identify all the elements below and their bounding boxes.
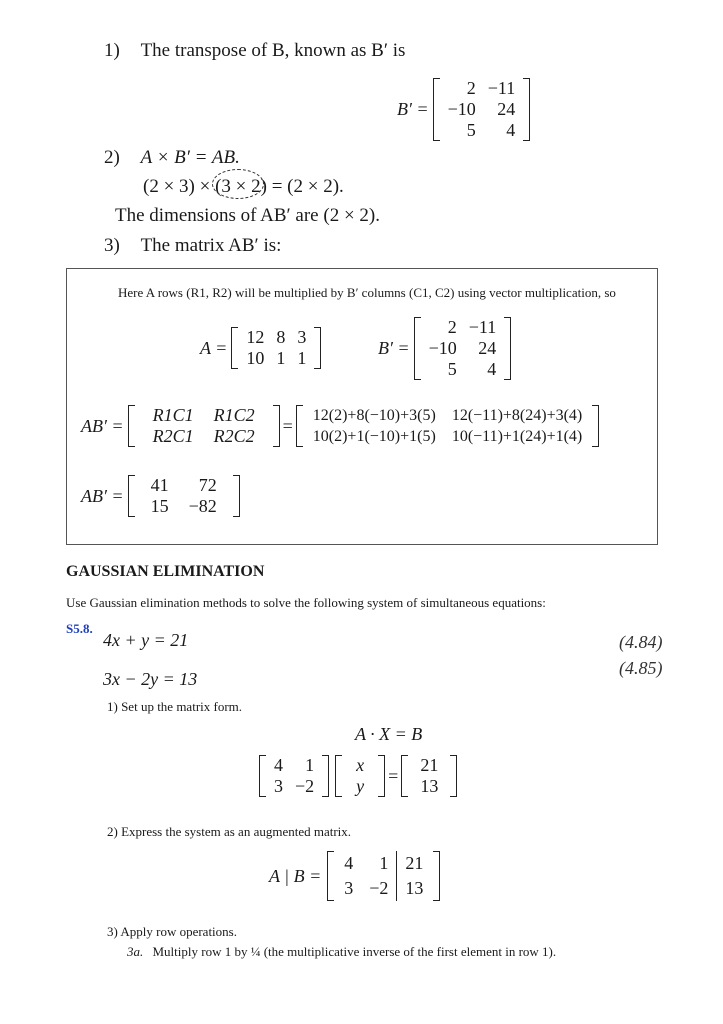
section-heading: GAUSSIAN ELIMINATION: [66, 563, 265, 580]
right-bracket: [523, 78, 530, 141]
result-label: AB′ =: [81, 485, 124, 506]
equals-sign: =: [388, 765, 399, 786]
box-intro: Here A rows (R1, R2) will be multiplied by B′ columns (C1, C2) using vector multiplication, so: [118, 285, 616, 300]
a-cell: 10: [246, 348, 265, 368]
coef-cell: −2: [295, 776, 315, 796]
box-bprime-label: B′ =: [378, 338, 410, 358]
a-matrix-equation: [200, 327, 321, 369]
step1-text: The transpose of B, known as B′ is: [140, 40, 406, 61]
rhs-cell: 21: [420, 755, 439, 775]
dimension-highlight-ellipse: [212, 169, 264, 199]
aug-cell: 4: [344, 853, 354, 873]
variable-vector: [335, 755, 385, 797]
bprime-label: B′ =: [397, 99, 429, 119]
box-bprime-cell: 5: [447, 359, 457, 379]
bprime-cell: −11: [487, 78, 516, 98]
left-bracket: [231, 327, 238, 369]
expanded-cell: 10(−11)+1(24)+1(4): [451, 428, 583, 445]
coef-cell: 1: [305, 755, 315, 775]
aug-cell: 1: [379, 853, 389, 873]
expanded-matrix: [296, 405, 600, 447]
right-bracket: [592, 405, 599, 447]
bprime-matrix: [433, 78, 531, 141]
box-bprime-matrix: [414, 317, 512, 380]
right-bracket: [378, 755, 385, 797]
left-bracket: [128, 475, 135, 517]
right-bracket: [450, 755, 457, 797]
result-table: [141, 475, 227, 517]
right-bracket: [273, 405, 280, 447]
aug-cell: 13: [397, 876, 432, 901]
var-cell: x: [356, 755, 365, 775]
ab-result: [81, 475, 240, 517]
expanded-cell: 12(2)+8(−10)+3(5): [312, 407, 436, 424]
a-cell: 3: [297, 327, 307, 347]
right-bracket: [433, 851, 440, 901]
step1-number: 1): [104, 40, 120, 61]
result-cell: 41: [150, 475, 169, 495]
ab-expansion: [81, 405, 599, 447]
rc-matrix: [128, 405, 280, 447]
step-2-text: 2) Express the system as an augmented matrix.: [107, 824, 352, 839]
aug-cell: 21: [397, 851, 432, 876]
box-bprime-table: [423, 317, 503, 380]
rc-cell: R1C2: [213, 405, 255, 425]
rc-cell: R2C1: [152, 426, 194, 446]
expanded-cell: 10(2)+1(−10)+1(5): [312, 428, 436, 445]
step-3-text: 3) Apply row operations.: [107, 924, 237, 939]
step-1-text: 1) Set up the matrix form.: [107, 699, 243, 714]
right-bracket: [233, 475, 240, 517]
result-cell: −82: [188, 496, 217, 516]
step2-number: 2): [104, 147, 120, 168]
step1: [104, 40, 405, 62]
box-bprime-cell: 4: [487, 359, 497, 379]
rc-table: [143, 405, 265, 447]
step2-result-text: The dimensions of AB′ are (2 × 2).: [115, 205, 380, 226]
a-cell: 1: [276, 348, 286, 368]
coefficient-matrix: [259, 755, 329, 797]
a-table: [240, 327, 312, 369]
rhs-cell: 13: [420, 776, 439, 796]
step-3a: [127, 944, 556, 960]
bprime-cell: 5: [466, 120, 476, 140]
result-matrix: [128, 475, 240, 517]
augmented-table: [336, 851, 431, 901]
box-bprime-cell: 24: [478, 338, 497, 358]
augmented-matrix: [327, 851, 440, 901]
step2-equation: A × B′ = AB.: [140, 147, 240, 168]
augmented-equation: [269, 851, 440, 901]
multiplication-box: [66, 268, 658, 545]
expanded-cell: 12(−11)+8(24)+3(4): [451, 407, 583, 424]
bprime-equation: [397, 78, 530, 141]
step3-number: 3): [104, 235, 120, 256]
left-bracket: [335, 755, 342, 797]
matrix-form: [259, 755, 457, 797]
equation-2-number: (4.85): [619, 658, 663, 678]
box-bprime-cell: 2: [447, 317, 457, 337]
gauss-intro: Use Gaussian elimination methods to solve the following system of simultaneous equations:: [66, 595, 546, 610]
var-cell: y: [356, 776, 365, 796]
right-bracket: [322, 755, 329, 797]
step3: [104, 235, 281, 257]
left-bracket: [401, 755, 408, 797]
augmented-label: A | B =: [269, 865, 322, 886]
variable-table: [350, 755, 370, 797]
left-bracket: [327, 851, 334, 901]
equation-1: 4x + y = 21: [103, 630, 189, 650]
problem-label: S5.8.: [66, 621, 93, 636]
bprime-cell: 2: [466, 78, 476, 98]
a-cell: 1: [297, 348, 307, 368]
left-bracket: [414, 317, 421, 380]
equation-2: 3x − 2y = 13: [103, 669, 198, 689]
left-bracket: [296, 405, 303, 447]
left-bracket: [433, 78, 440, 141]
a-cell: 12: [246, 327, 265, 347]
rc-cell: R1C1: [152, 405, 194, 425]
box-bprime-cell: −11: [468, 317, 497, 337]
axb-equation: A · X = B: [355, 724, 423, 744]
right-bracket: [504, 317, 511, 380]
right-bracket: [314, 327, 321, 369]
aug-cell: 3: [344, 878, 354, 898]
rhs-table: [414, 755, 444, 797]
step-3a-label: 3a.: [127, 944, 144, 959]
coefficient-table: [268, 755, 320, 797]
result-cell: 72: [198, 475, 217, 495]
result-cell: 15: [150, 496, 169, 516]
coef-cell: 4: [274, 755, 283, 775]
equals-sign: =: [282, 415, 293, 436]
coef-cell: 3: [274, 776, 283, 796]
a-cell: 8: [276, 327, 286, 347]
bprime-cell: 4: [506, 120, 516, 140]
bprime-table: [442, 78, 522, 141]
box-bprime-cell: −10: [428, 338, 457, 358]
bprime-cell: 24: [497, 99, 516, 119]
a-matrix: [231, 327, 321, 369]
a-label: A =: [200, 337, 228, 358]
expanded-table: [305, 405, 591, 447]
step3-text: The matrix AB′ is:: [140, 235, 282, 256]
step2-line1: [104, 147, 240, 169]
aug-cell: −2: [369, 878, 389, 898]
step2-dimensions: (2 × 3) × (3 × 2) = (2 × 2).: [143, 176, 344, 197]
left-bracket: [128, 405, 135, 447]
left-bracket: [259, 755, 266, 797]
equation-1-number: (4.84): [619, 632, 663, 652]
ab-label: AB′ =: [81, 415, 124, 436]
step-3a-text: Multiply row 1 by ¼ (the multiplicative inverse of the first element in row 1).: [152, 944, 557, 959]
rhs-vector: [401, 755, 457, 797]
bprime-cell: −10: [447, 99, 476, 119]
rc-cell: R2C2: [213, 426, 255, 446]
box-bprime-equation: [378, 317, 511, 380]
